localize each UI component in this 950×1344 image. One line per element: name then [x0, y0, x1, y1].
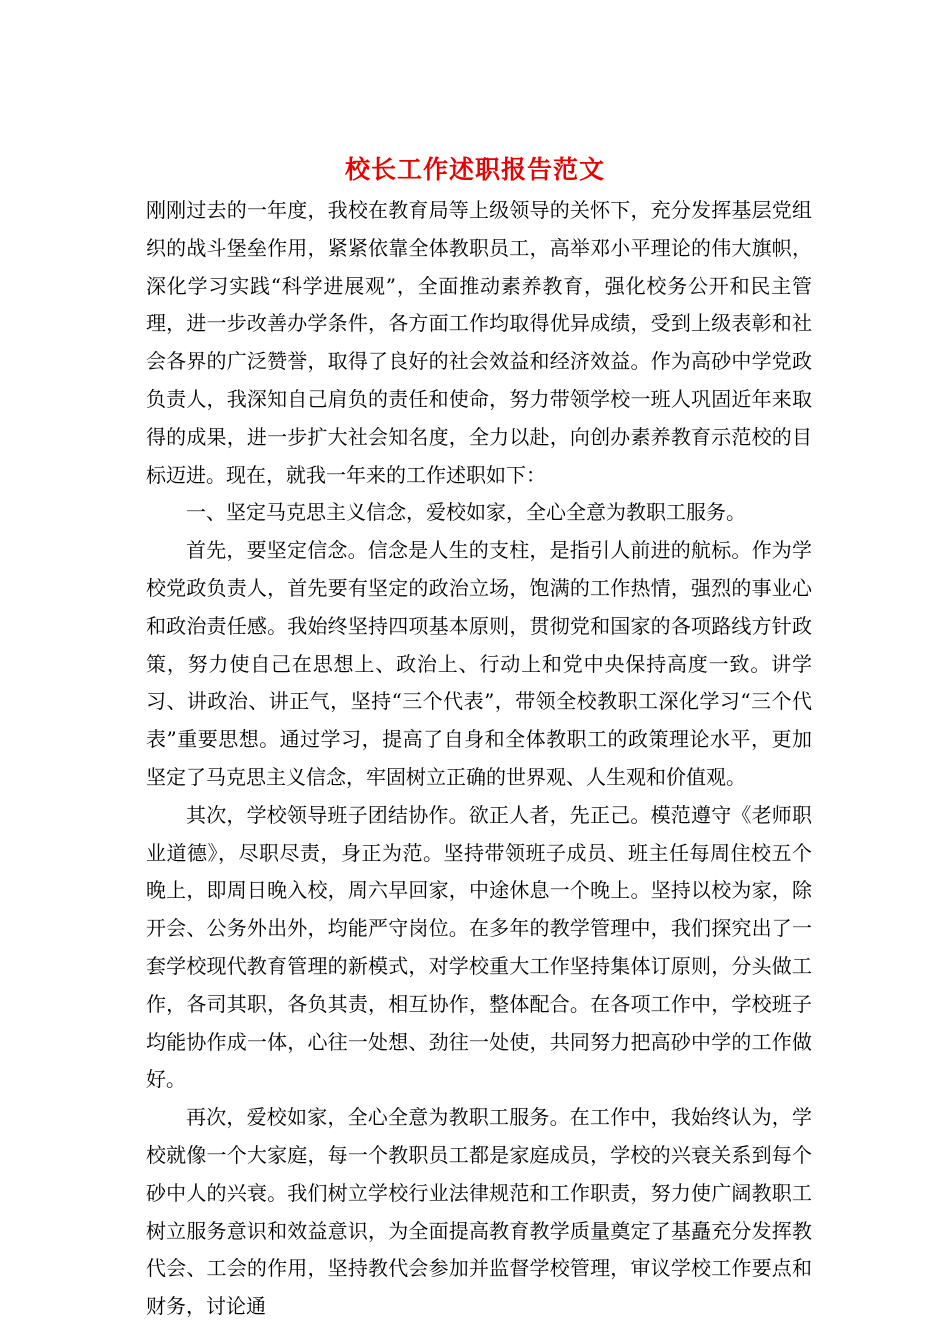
paragraph-firstly: 首先，要坚定信念。信念是人生的支柱，是指引人前进的航标。作为学校党政负责人，首先要有坚定的政治立场，饱满的工作热情，强烈的事业心和政治责任感。我始终坚持四项基本原则，贯彻党和国家的各项路线方针政策，努力使自己在思想上、政治上、行动上和党中央保持高度一致。讲学习、讲政治、讲正气，坚持“三个代表”，带领全校教职工深化学习“三个代表”重要思想。通过学习，提高了自身和全体教职工的政策理论水平，更加坚定了马克思主义信念，牢固树立正确的世界观、人生观和价值观。 — [146, 538, 812, 789]
paragraph-intro: 刚刚过去的一年度，我校在教育局等上级领导的关怀下，充分发挥基层党组织的战斗堡垒作用，紧紧依靠全体教职员工，高举邓小平理论的伟大旗帜，深化学习实践“科学进展观”，全面推动素养教育，强化校务公开和民主管理，进一步改善办学条件，各方面工作均取得优异成绩，受到上级表彰和社会各界的广泛赞誉，取得了良好的社会效益和经济效益。作为高砂中学党政负责人，我深知自己肩负的责任和使命，努力带领学校一班人巩固近年来取得的成果，进一步扩大社会知名度，全力以赴，向创办素养教育示范校的目标迈进。现在，就我一年来的工作述职如下： — [146, 198, 812, 487]
document-title: 校长工作述职报告范文 — [344, 155, 605, 184]
paragraph-secondly: 其次，学校领导班子团结协作。欲正人者，先正己。模范遵守《老师职业道德》，尽职尽责，身正为范。坚持带领班子成员、班主任每周住校五个晚上，即周日晚入校，周六早回家，中途休息一个晚上。坚持以校为家，除开会、公务外出外，均能严守岗位。在多年的教学管理中，我们探究出了一套学校现代教育管理的新模式，对学校重大工作坚持集体订原则，分头做工作，各司其职，各负其责，相互协作，整体配合。在各项工作中，学校班子均能协作成一体，心往一处想、劲往一处使，共同努力把高砂中学的工作做好。 — [146, 802, 812, 1092]
paragraph-thirdly: 再次，爱校如家，全心全意为教职工服务。在工作中，我始终认为，学校就像一个大家庭，每一个教职员工都是家庭成员，学校的兴衰关系到每个砂中人的兴衰。我们树立学校行业法律规范和工作职责，努力使广阔教职工树立服务意识和效益意识，为全面提高教育教学质量奠定了基矗充分发挥教代会、工会的作用，坚持教代会参加并监督学校管理，审议学校工作要点和财务，讨论通 — [146, 1105, 812, 1319]
document-body — [146, 192, 812, 1326]
section-heading-1: 一、坚定马克思主义信念，爱校如家，全心全意为教职工服务。 — [186, 500, 746, 525]
